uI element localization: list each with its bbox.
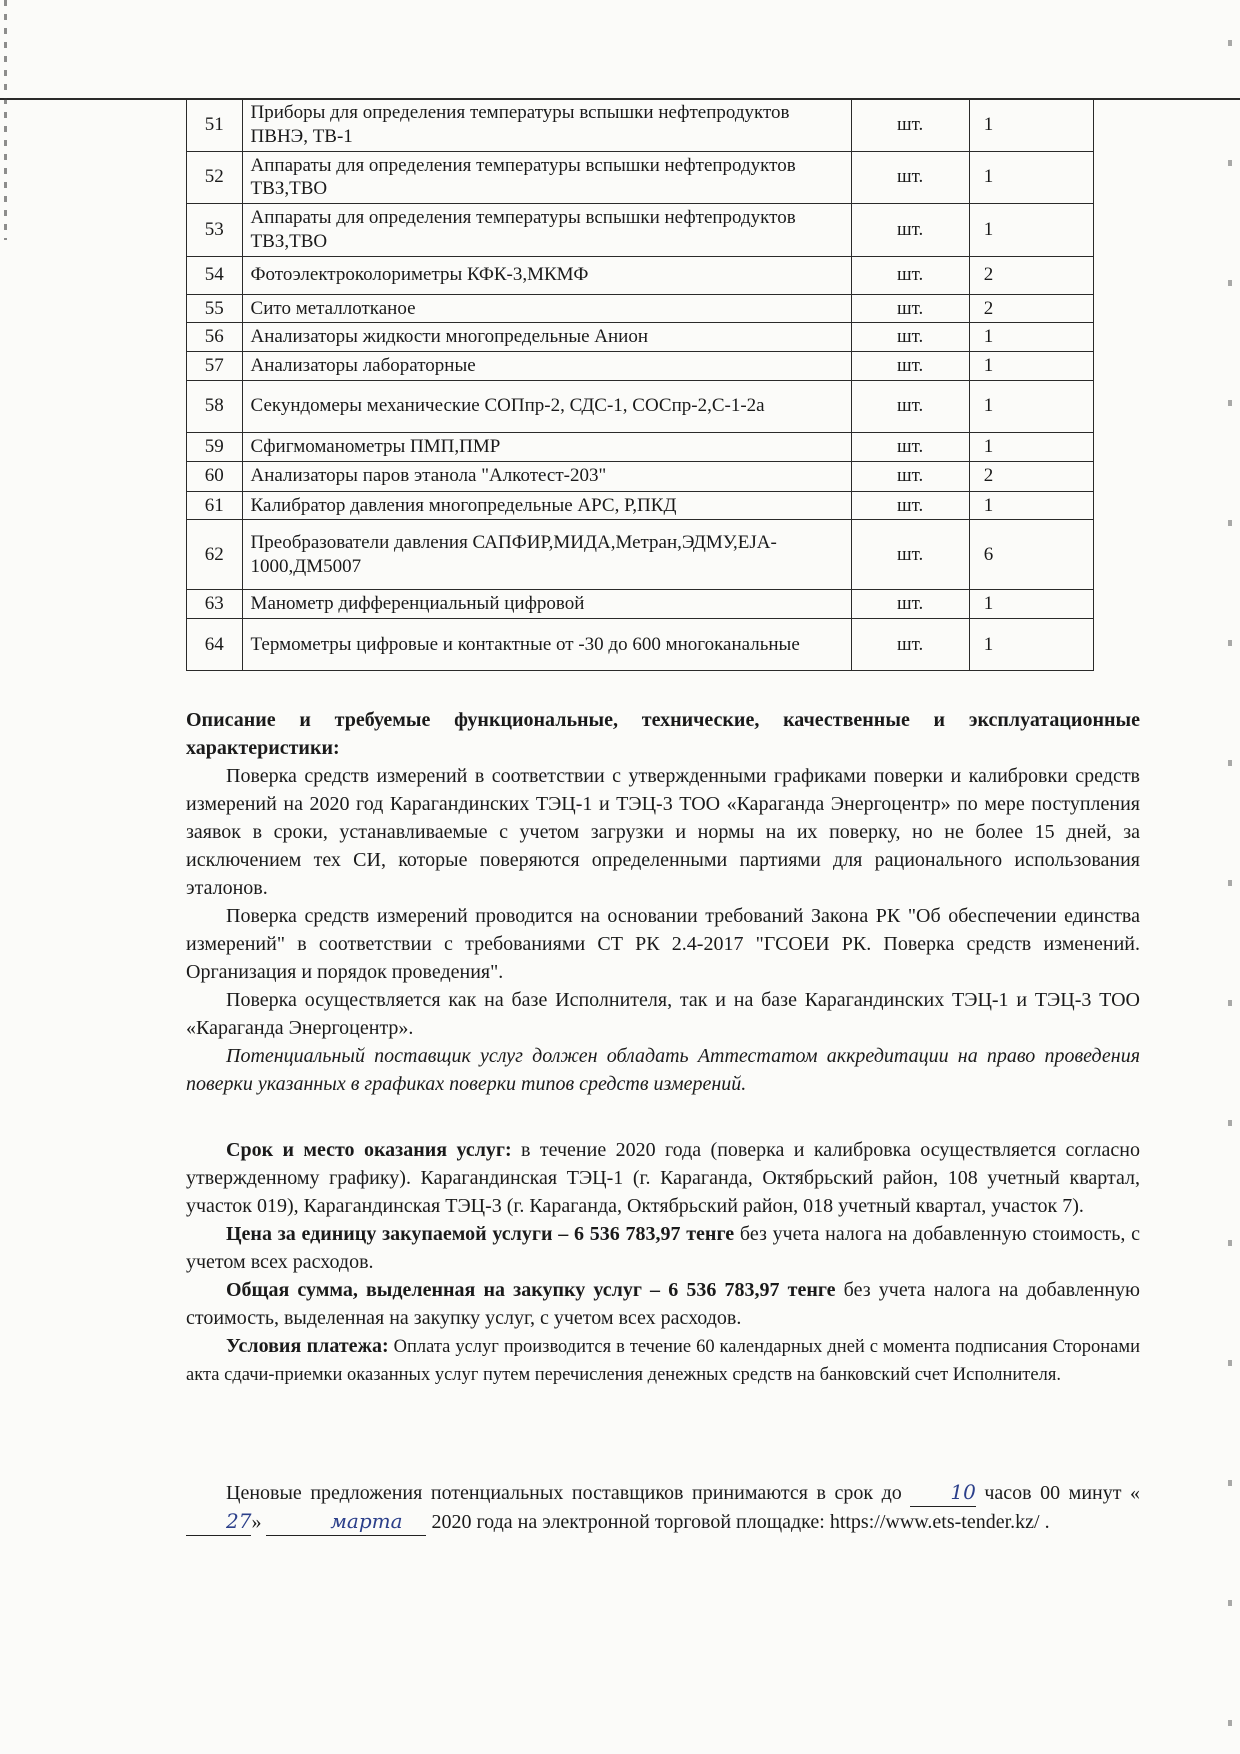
description-paragraph-2: Поверка средств измерений проводится на основании требований Закона РК "Об обеспечении единства измерений" в соответствии с требованиями СТ РК 2.4-2017 "ГСОЕИ РК. Поверка средств изменений. Организация и порядок проведения". (186, 905, 1140, 983)
row-quantity: 2 (969, 461, 1093, 491)
terms-paragraph (186, 1136, 1140, 1220)
row-name: Сфигмоманометры ПМП,ПМР (242, 432, 851, 461)
row-quantity: 1 (969, 352, 1093, 381)
price-text: без учета налога на добавленную стоимость, с учетом всех расходов. (186, 1223, 1140, 1273)
table-row (187, 520, 1094, 590)
row-unit: шт. (851, 151, 969, 204)
offers-text-3: » (251, 1511, 267, 1533)
row-number: 51 (187, 99, 243, 152)
row-unit: шт. (851, 323, 969, 352)
row-unit: шт. (851, 99, 969, 152)
row-number: 59 (187, 432, 243, 461)
row-quantity: 1 (969, 151, 1093, 204)
row-quantity: 1 (969, 380, 1093, 432)
row-number: 54 (187, 256, 243, 294)
handwritten-day: 27 (186, 1507, 251, 1536)
terms-section (186, 1136, 1140, 1389)
row-unit: шт. (851, 590, 969, 619)
row-name: Фотоэлектроколориметры КФК-3,МКМФ (242, 256, 851, 294)
row-name: Анализаторы лабораторные (242, 352, 851, 381)
row-name: Аппараты для определения температуры вспышки нефтепродуктов ТВЗ,ТВО (242, 204, 851, 257)
row-quantity: 1 (969, 99, 1093, 152)
row-number: 56 (187, 323, 243, 352)
row-name: Анализаторы паров этанола "Алкотест-203" (242, 461, 851, 491)
table-row (187, 151, 1094, 204)
row-name: Приборы для определения температуры вспышки нефтепродуктов ПВНЭ, ТВ-1 (242, 99, 851, 152)
row-number: 55 (187, 294, 243, 323)
row-unit: шт. (851, 619, 969, 671)
row-name: Секундомеры механические СОПпр-2, СДС-1, СОСпр-2,С-1-2а (242, 380, 851, 432)
table-row (187, 619, 1094, 671)
offers-text-2: часов 00 минут « (975, 1482, 1141, 1504)
row-number: 52 (187, 151, 243, 204)
row-number: 60 (187, 461, 243, 491)
offers-paragraph (186, 1478, 1140, 1536)
row-unit: шт. (851, 380, 969, 432)
table-row (187, 256, 1094, 294)
row-unit: шт. (851, 204, 969, 257)
table-row (187, 590, 1094, 619)
description-paragraph-4: Потенциальный поставщик услуг должен обладать Аттестатом аккредитации на право проведения поверки указанных в графиках поверки типов средств измерений. (186, 1045, 1140, 1095)
table-row (187, 323, 1094, 352)
row-number: 61 (187, 491, 243, 520)
items-table-body (187, 99, 1094, 671)
row-quantity: 1 (969, 619, 1093, 671)
row-unit: шт. (851, 432, 969, 461)
row-unit: шт. (851, 256, 969, 294)
table-row (187, 99, 1094, 152)
price-paragraph (186, 1220, 1140, 1276)
table-row (187, 204, 1094, 257)
row-quantity: 1 (969, 323, 1093, 352)
row-number: 53 (187, 204, 243, 257)
table-row (187, 294, 1094, 323)
row-quantity: 2 (969, 294, 1093, 323)
price-label: Цена за единицу закупаемой услуги – 6 536 783,97 тенге (226, 1223, 735, 1245)
row-name: Калибратор давления многопредельные АРС, Р,ПКД (242, 491, 851, 520)
total-label: Общая сумма, выделенная на закупку услуг – 6 536 783,97 тенге (226, 1279, 836, 1301)
offers-text-4: 2020 года на электронной торговой площадке: https://www.ets-tender.kz/ . (426, 1511, 1050, 1533)
row-number: 57 (187, 352, 243, 381)
description-paragraph-1: Поверка средств измерений в соответствии с утвержденными графиками поверки и калибровки средств измерений на 2020 год Карагандинских ТЭЦ-1 и ТЭЦ-3 ТОО «Караганда Энергоцентр» по мере поступления заявок в сроки, устанавливаемые с учетом загрузки и нормы на их поверку, но не более 15 дней, за исключением тех СИ, которые поверяются определенными партиями для рационального использования эталонов. (186, 765, 1140, 899)
scan-edge-left (4, 0, 7, 240)
description-section (186, 706, 1140, 1098)
row-unit: шт. (851, 294, 969, 323)
table-row (187, 432, 1094, 461)
row-quantity: 2 (969, 256, 1093, 294)
row-name: Сито металлотканое (242, 294, 851, 323)
row-name: Анализаторы жидкости многопредельные Анион (242, 323, 851, 352)
handwritten-month: марта (266, 1507, 426, 1536)
payment-paragraph (186, 1332, 1140, 1389)
row-name: Аппараты для определения температуры вспышки нефтепродуктов ТВЗ,ТВО (242, 151, 851, 204)
total-paragraph (186, 1276, 1140, 1332)
row-number: 63 (187, 590, 243, 619)
handwritten-hour: 10 (910, 1478, 975, 1507)
row-quantity: 1 (969, 491, 1093, 520)
table-row (187, 461, 1094, 491)
terms-text: в течение 2020 года (поверка и калибровка осуществляется согласно утвержденному графику). Карагандинская ТЭЦ-1 (г. Караганда, Октябрьский район, 108 учетный квартал, участок 019), Карагандинская ТЭЦ-3 (г. Караганда, Октябрьский район, 018 учетный квартал, участок 7). (186, 1139, 1140, 1217)
offers-section (186, 1478, 1140, 1536)
row-unit: шт. (851, 461, 969, 491)
row-name: Манометр дифференциальный цифровой (242, 590, 851, 619)
scan-edge-right (1228, 0, 1232, 1754)
terms-label: Срок и место оказания услуг: (226, 1139, 512, 1161)
row-quantity: 1 (969, 432, 1093, 461)
description-heading: Описание и требуемые функциональные, технические, качественные и эксплуатационные характеристики: (186, 709, 1140, 759)
row-unit: шт. (851, 520, 969, 590)
items-table (186, 98, 1094, 671)
row-number: 62 (187, 520, 243, 590)
table-row (187, 352, 1094, 381)
offers-text-1: Ценовые предложения потенциальных поставщиков принимаются в срок до (226, 1482, 911, 1504)
table-row (187, 491, 1094, 520)
table-row (187, 380, 1094, 432)
row-quantity: 6 (969, 520, 1093, 590)
row-name: Преобразователи давления САПФИР,МИДА,Метран,ЭДМУ,EJA-1000,ДМ5007 (242, 520, 851, 590)
row-number: 64 (187, 619, 243, 671)
description-paragraph-3: Поверка осуществляется как на базе Исполнителя, так и на базе Карагандинских ТЭЦ-1 и ТЭЦ-3 ТОО «Караганда Энергоцентр». (186, 989, 1140, 1039)
row-quantity: 1 (969, 590, 1093, 619)
row-unit: шт. (851, 491, 969, 520)
row-quantity: 1 (969, 204, 1093, 257)
payment-label: Условия платежа: (226, 1335, 389, 1357)
row-unit: шт. (851, 352, 969, 381)
payment-text: Оплата услуг производится в течение 60 календарных дней с момента подписания Сторонами акта сдачи-приемки оказанных услуг путем перечисления денежных средств на банковский счет Исполнителя. (186, 1337, 1140, 1385)
row-name: Термометры цифровые и контактные от -30 до 600 многоканальные (242, 619, 851, 671)
row-number: 58 (187, 380, 243, 432)
total-text: без учета налога на добавленную стоимость, выделенная на закупку услуг, с учетом всех расходов. (186, 1279, 1140, 1329)
